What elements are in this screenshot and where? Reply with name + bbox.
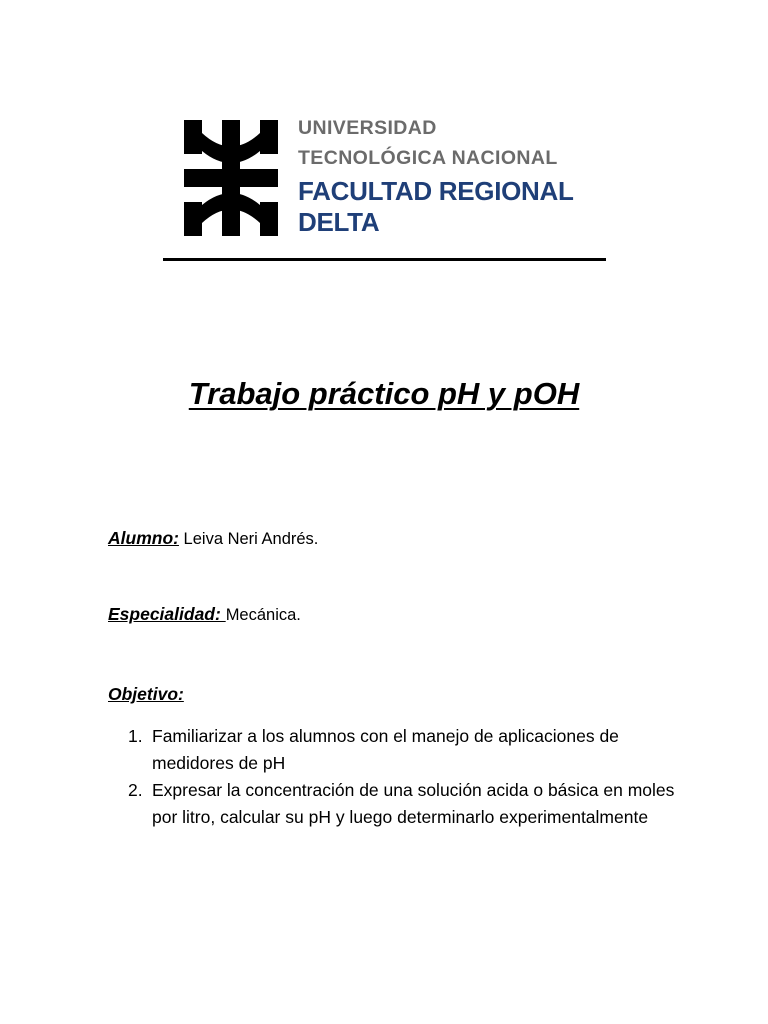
faculty-name-line-2: DELTA [298,207,380,237]
document-title [0,374,768,414]
list-item-number: 1. [128,726,143,746]
utn-logo-mark-icon [184,120,278,236]
utn-logo [184,118,604,240]
specialty-label: Especialidad: [108,604,226,624]
list-item [128,723,688,777]
faculty-name-line-1: FACULTAD REGIONAL [298,176,574,206]
student-value: Leiva Neri Andrés. [178,530,319,548]
document-title-text: Trabajo práctico pH y pOH [188,376,580,411]
university-name-line-2: TECNOLÓGICA NACIONAL [298,147,558,169]
objectives-list [128,723,688,831]
list-item-text: Expresar la concentración de una solución acida o básica en moles por litro, calcular su pH y luego determinarlo experimentalmente [152,780,675,827]
specialty-value: Mecánica. [225,606,301,624]
student-field [108,527,318,550]
student-label: Alumno: [108,528,179,548]
specialty-field [108,603,301,626]
header-divider [163,258,606,261]
logo-text [298,118,598,240]
university-name-line-1: UNIVERSIDAD [298,117,437,139]
objective-label: Objetivo: [108,684,184,704]
list-item [128,777,688,831]
list-item-text: Familiarizar a los alumnos con el manejo de aplicaciones de medidores de pH [152,726,619,773]
objective-field [108,683,184,706]
list-item-number: 2. [128,780,143,800]
